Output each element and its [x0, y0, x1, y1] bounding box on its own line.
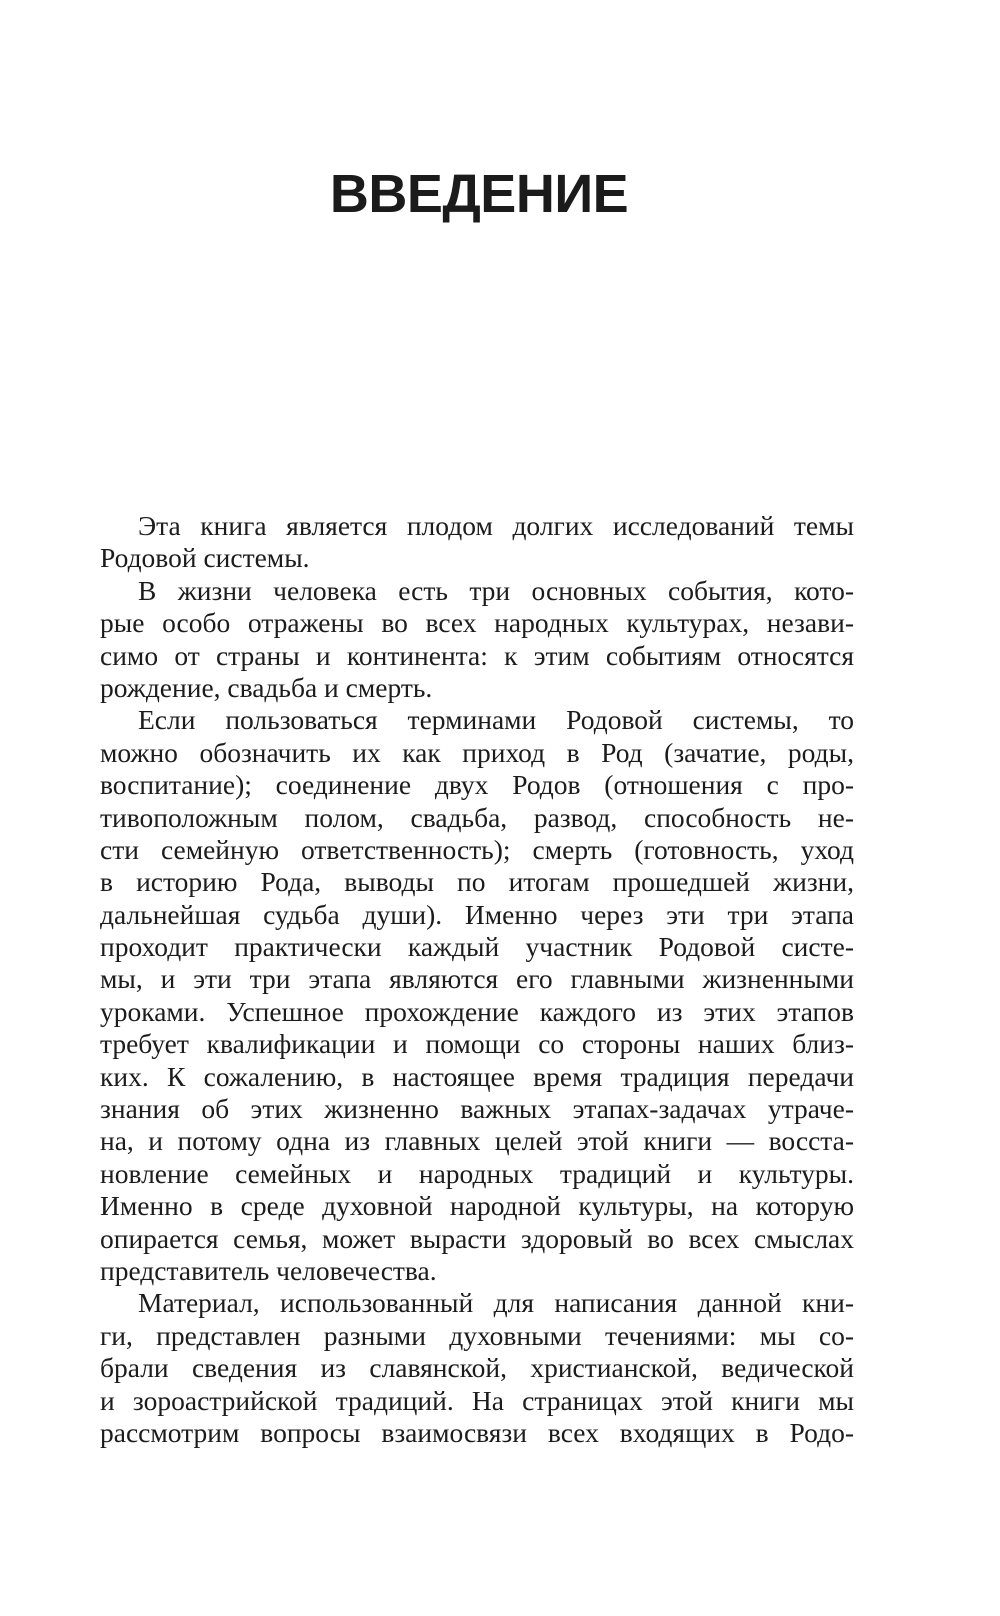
- text-line: Материал, использованный для написания данной кни-: [138, 1287, 854, 1319]
- text-line: можно обозначить их как приход в Род (зачатие, роды,: [100, 736, 854, 768]
- text-line: Если пользоваться терминами Родовой системы, то: [138, 704, 854, 736]
- text-line: рые особо отражены во всех народных культурах, незави-: [100, 607, 854, 639]
- paragraph: [100, 704, 854, 1287]
- body-text: [100, 510, 854, 1449]
- text-line: знания об этих жизненно важных этапах-задачах утраче-: [100, 1093, 854, 1125]
- paragraph: [100, 1287, 854, 1449]
- text-line: уроками. Успешное прохождение каждого из этих этапов: [100, 995, 854, 1027]
- text-line: В жизни человека есть три основных события, кото-: [138, 574, 854, 606]
- text-line: новление семейных и народных традиций и культуры.: [100, 1157, 854, 1189]
- text-line: проходит практически каждый участник Родовой систе-: [100, 931, 854, 963]
- text-line: в историю Рода, выводы по итогам прошедшей жизни,: [100, 866, 854, 898]
- text-line: сти семейную ответственность); смерть (готовность, уход: [100, 833, 854, 865]
- paragraph: [100, 575, 854, 705]
- text-line: Эта книга является плодом долгих исследований темы: [138, 510, 854, 541]
- text-line: Именно в среде духовной народной культуры, на которую: [100, 1190, 854, 1222]
- text-line: Родовой системы.: [100, 542, 310, 574]
- text-line: воспитание); соединение двух Родов (отношения с про-: [100, 769, 854, 801]
- text-line: опирается семья, может вырасти здоровый во всех смыслах: [100, 1222, 854, 1254]
- text-line: тивоположным полом, свадьба, развод, способность не-: [100, 801, 854, 833]
- text-line: симо от страны и континента: к этим событиям относятся: [100, 639, 854, 671]
- text-line: мы, и эти три этапа являются его главными жизненными: [100, 963, 854, 995]
- text-line: брали сведения из славянской, христианской, ведической: [100, 1352, 854, 1384]
- text-line: рассмотрим вопросы взаимосвязи всех входящих в Родо-: [100, 1416, 854, 1448]
- text-line: ги, представлен разными духовными течениями: мы со-: [100, 1319, 854, 1351]
- paragraph: [100, 510, 854, 575]
- text-line: требует квалификации и помощи со стороны наших близ-: [100, 1028, 854, 1060]
- text-line: рождение, свадьба и смерть.: [100, 671, 433, 703]
- text-line: дальнейшая судьба души). Именно через эти три этапа: [100, 898, 854, 930]
- text-line: и зороастрийской традиций. На страницах этой книги мы: [100, 1384, 854, 1416]
- text-line: на, и потому одна из главных целей этой книги — восста-: [100, 1125, 854, 1157]
- text-line: представитель человечества.: [100, 1254, 437, 1286]
- text-line: ких. К сожалению, в настоящее время традиция передачи: [100, 1060, 854, 1092]
- chapter-title: ВВЕДЕНИЕ: [329, 164, 629, 224]
